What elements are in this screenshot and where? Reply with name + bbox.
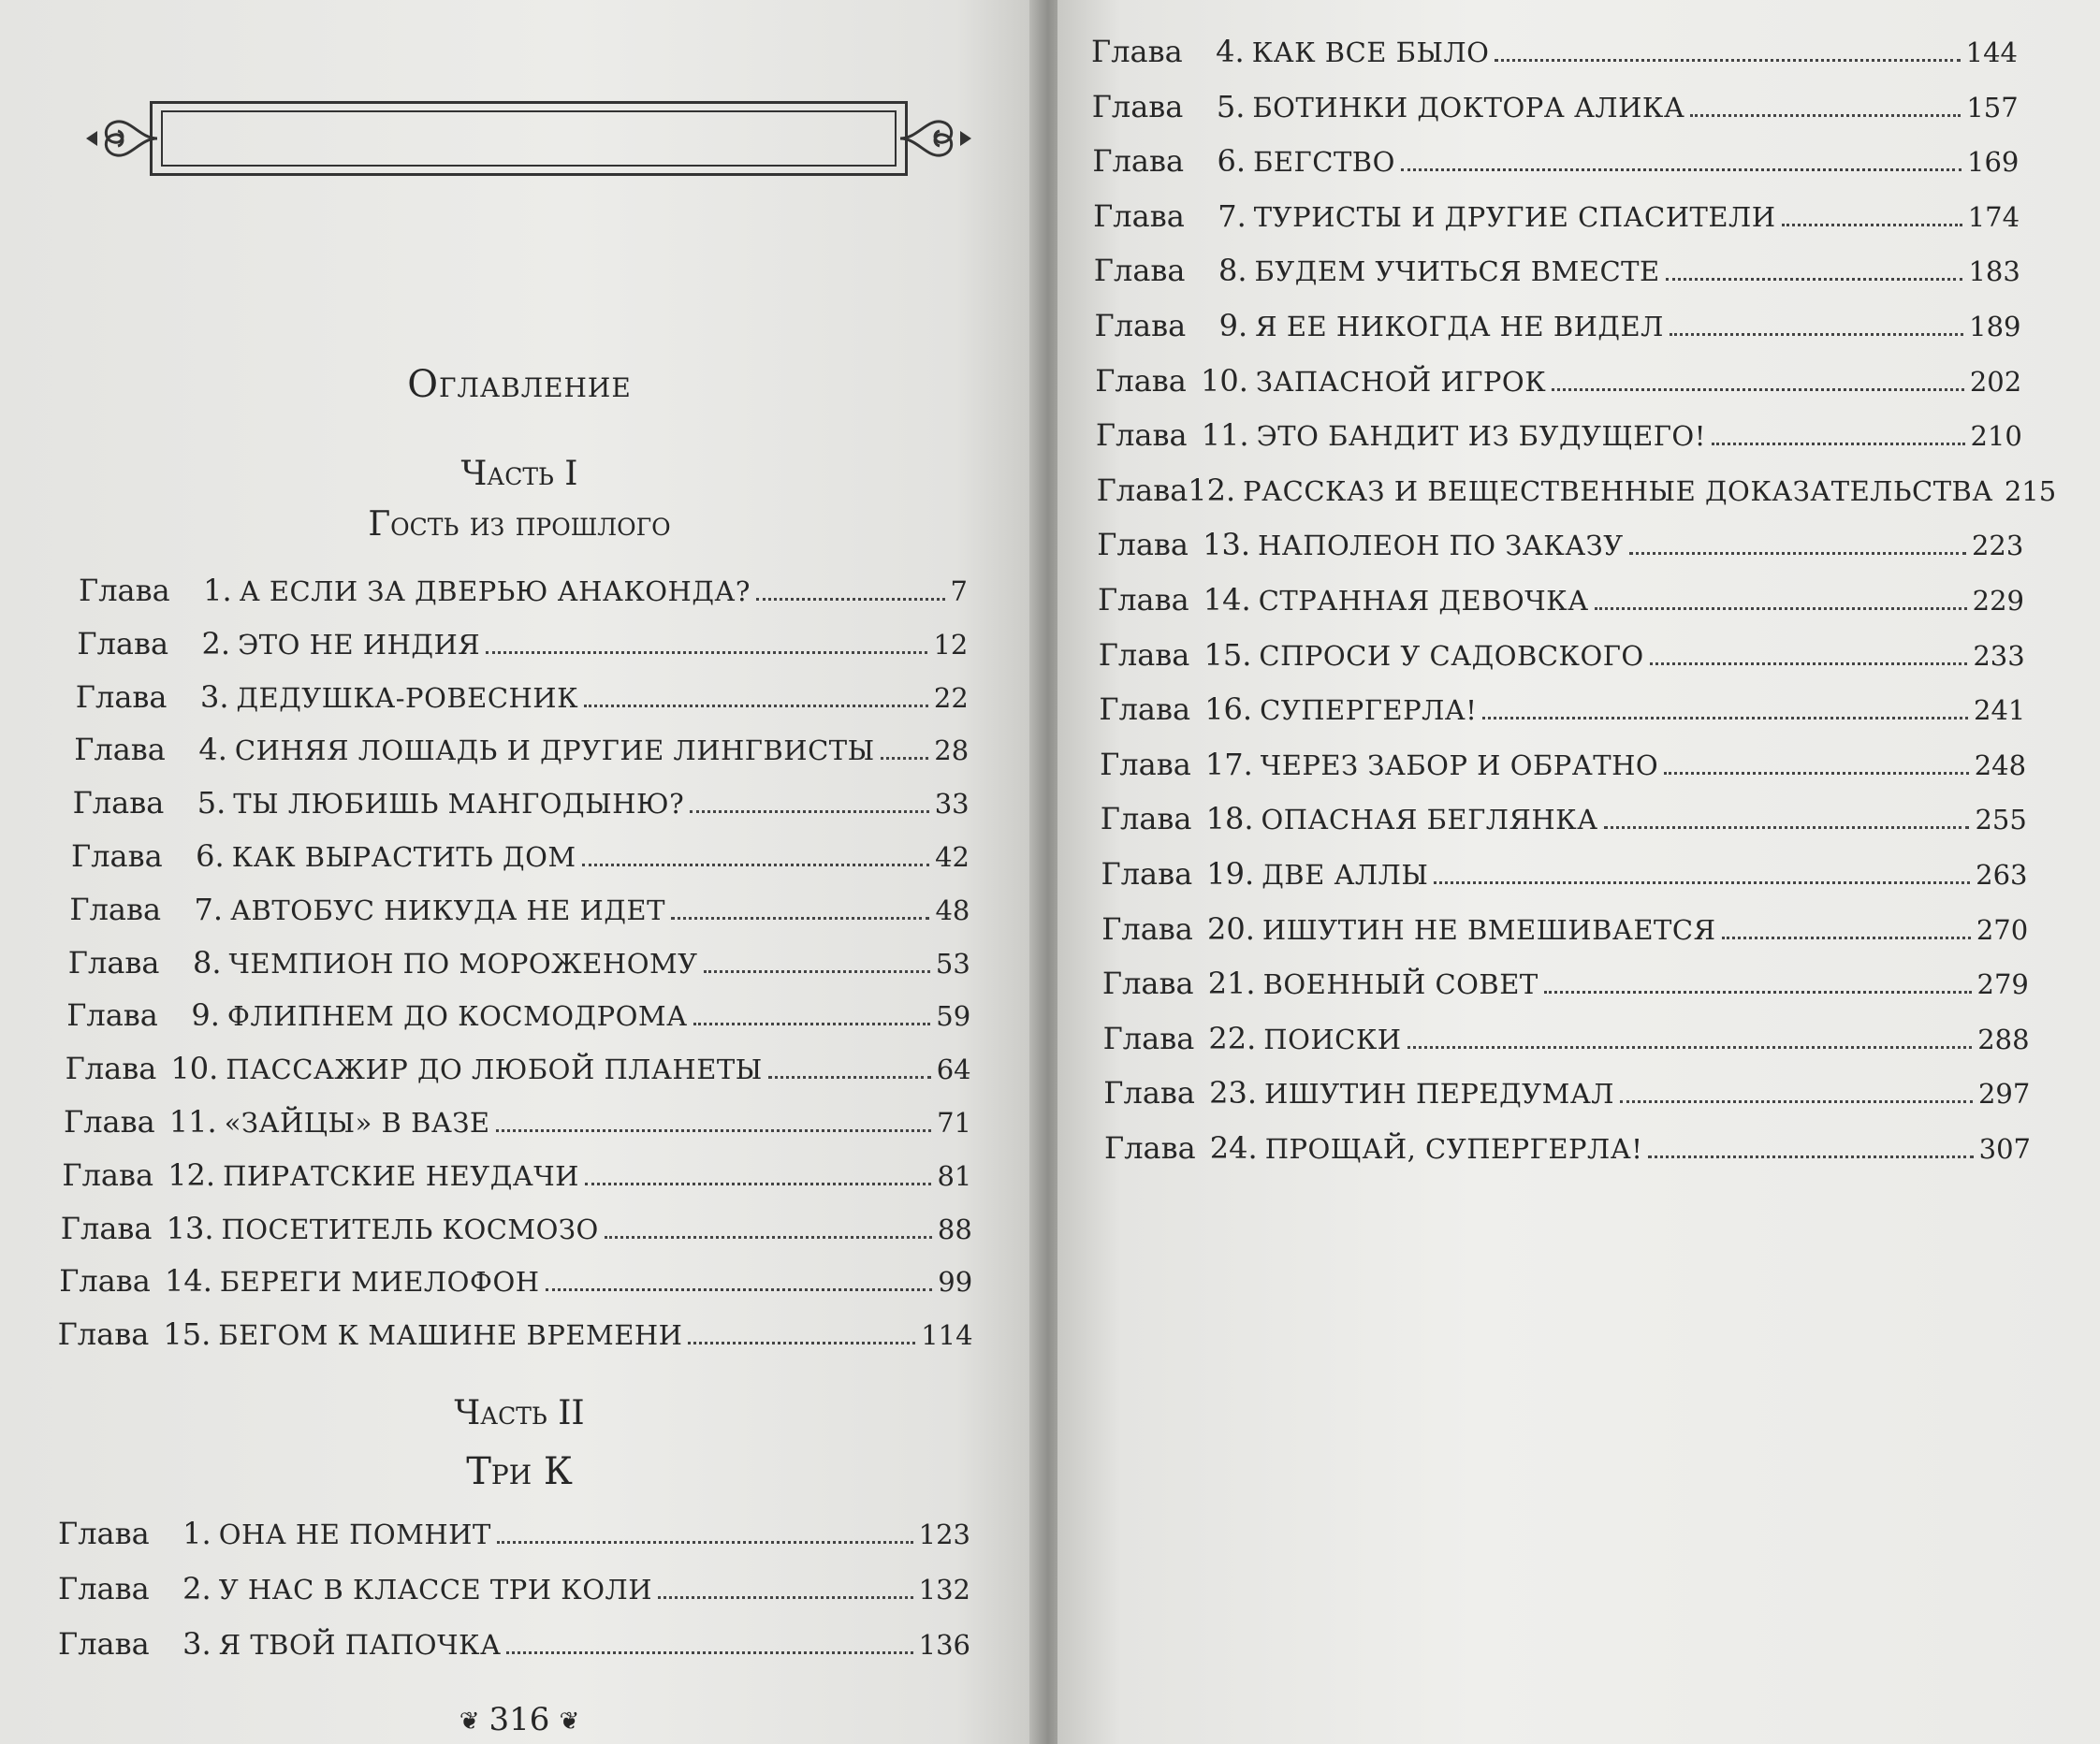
chapter-number: 14. [164,1263,212,1300]
chapter-title: СУПЕРГЕРЛА! [1260,694,1478,727]
page-number-footer [0,1701,1039,1738]
chapter-word: Глава [1092,143,1185,180]
chapter-page-number: 48 [935,894,970,926]
toc-entry [79,573,968,608]
chapter-number: 7. [1218,197,1247,234]
chapter-number: 20. [1206,910,1255,947]
chapter-word: Глава [1093,197,1185,234]
chapter-page-number: 132 [918,1574,970,1606]
chapter-word: Глава [66,997,158,1034]
chapter-number: 5. [197,785,226,821]
toc-title: Оглавление [407,363,632,406]
leader-dots [688,1336,915,1344]
toc-entry [58,1571,970,1606]
chapter-page-number: 64 [936,1054,971,1086]
leader-dots [585,1177,932,1185]
chapter-title: ФЛИПНЕМ ДО КОСМОДРОМА [226,1000,688,1033]
chapter-page-number: 270 [1976,913,2029,946]
toc-entry [64,1104,971,1140]
toc-entry [1098,582,2024,618]
chapter-page-number: 248 [1974,748,2027,781]
chapter-title: ПРОЩАЙ, СУПЕРГЕРЛА! [1264,1133,1643,1165]
toc-entry [1099,691,2025,727]
chapter-page-number: 279 [1976,968,2029,1001]
chapter-page-number: 189 [1969,311,2021,342]
chapter-number: 10. [170,1051,219,1087]
toc-entry [58,1626,970,1662]
leader-dots [881,751,929,760]
toc-entry [1099,637,2025,673]
toc-entry [1102,966,2029,1001]
chapter-title: ОНА НЕ ПОМНИТ [218,1519,491,1550]
leader-dots [582,858,930,866]
toc-entry [1092,89,2019,124]
chapter-number: 8. [192,944,222,981]
chapter-title: БЕРЕГИ МИЕЛОФОН [219,1266,540,1299]
chapter-number: 17. [1204,746,1253,782]
chapter-number: 23. [1209,1075,1257,1112]
leader-dots [690,805,929,813]
leader-dots [1434,876,1970,884]
chapter-page-number: 71 [937,1107,971,1139]
chapter-number: 3. [199,678,229,715]
chapter-page-number: 202 [1969,365,2022,398]
chapter-number: 22. [1208,1020,1257,1056]
leader-dots [1604,821,1970,829]
chapter-number: 5. [1216,88,1246,124]
chapter-title: «ЗАЙЦЫ» В ВАЗЕ [224,1107,490,1139]
chapter-page-number: 88 [937,1213,972,1245]
chapter-number: 1. [203,573,232,608]
chapter-number: 19. [1206,856,1255,892]
chapter-page-number: 42 [935,841,970,873]
chapter-word: Глава [75,678,168,715]
chapter-word: Глава [64,1104,155,1140]
chapter-title: СИНЯЯ ЛОШАДЬ И ДРУГИЕ ЛИНГВИСТЫ [234,734,875,767]
chapter-title: ЧЕМПИОН ПО МОРОЖЕНОМУ [228,947,698,980]
chapter-title: КАК ВЫРАСТИТЬ ДОМ [231,841,576,873]
toc-entry [1100,747,2026,782]
leader-dots [497,1535,913,1544]
leader-dots [704,965,930,973]
chapter-title: ОПАСНАЯ БЕГЛЯНКА [1261,804,1598,836]
chapter-number: 21. [1207,966,1256,1002]
chapter-word: Глава [72,785,165,821]
left-page [0,0,1039,1744]
ornament-frame-icon [84,101,973,185]
chapter-word: Глава [58,1571,150,1606]
chapter-title: КАК ВСЕ БЫЛО [1251,36,1490,68]
chapter-word: Глава [57,1316,150,1353]
chapter-title: СПРОСИ У САДОВСКОГО [1259,639,1644,672]
chapter-page-number: 215 [2004,474,2057,507]
chapter-title: РАССКАЗ И ВЕЩЕСТВЕННЫЕ ДОКАЗАТЕЛЬСТВА [1243,474,1993,507]
part2-label: Часть II [454,1394,585,1432]
chapter-title: ПОИСКИ [1263,1023,1402,1055]
chapter-title: БЕГОМ К МАШИНЕ ВРЕМЕНИ [218,1319,683,1352]
leader-dots [1712,437,1965,445]
chapter-page-number: 99 [938,1266,973,1299]
leader-dots [1407,1040,1973,1049]
chapter-number: 16. [1204,691,1253,728]
right-page [1057,0,2100,1744]
fleuron-icon: ❦ [459,1708,480,1736]
toc-entry [1103,1021,2030,1056]
chapter-title: ИШУТИН ПЕРЕДУМАЛ [1263,1078,1614,1111]
chapter-page-number: 157 [1966,91,2019,124]
toc-entry [1094,253,2020,288]
toc-entry [1091,34,2018,69]
toc-entry [73,785,970,821]
scroll-ornament-left-icon [84,101,159,176]
toc-entry [68,945,970,981]
toc-entry [69,892,970,927]
chapter-number: 14. [1203,582,1251,618]
chapter-word: Глава [1100,801,1192,837]
leader-dots [756,592,945,601]
chapter-title: ПАССАЖИР ДО ЛЮБОЙ ПЛАНЕТЫ [226,1054,763,1086]
chapter-title: БОТИНКИ ДОКТОРА АЛИКА [1252,91,1685,124]
toc-entry [58,1316,973,1352]
toc-entry [1093,198,2020,234]
chapter-number: 4. [1216,34,1245,69]
chapter-title: ДВЕ АЛЛЫ [1261,859,1429,891]
chapter-word: Глава [58,1516,150,1551]
chapter-number: 11. [1201,417,1249,454]
chapter-title: У НАС В КЛАССЕ ТРИ КОЛИ [218,1574,652,1606]
chapter-word: Глава [74,732,166,768]
chapter-number: 10. [1200,362,1248,399]
leader-dots [693,1017,931,1025]
toc-entry [61,1211,972,1246]
chapter-number: 9. [191,997,220,1034]
toc-entry [1097,527,2023,562]
chapter-title: ТУРИСТЫ И ДРУГИЕ СПАСИТЕЛИ [1253,200,1776,233]
chapter-title: ДЕДУШКА-РОВЕСНИК [236,681,579,714]
toc-entry [1101,801,2027,836]
chapter-page-number: 59 [936,1000,971,1033]
leader-dots [546,1283,933,1291]
chapter-title: ЭТО НЕ ИНДИЯ [238,628,481,661]
chapter-page-number: 169 [1967,146,2020,179]
scroll-ornament-right-icon [898,101,973,176]
chapter-word: Глава [71,838,163,874]
chapter-title: Я ЕЕ НИКОГДА НЕ ВИДЕЛ [1255,311,1664,342]
chapter-word: Глава [79,573,170,608]
toc-entry [1096,472,2057,508]
toc-entry [1103,1075,2030,1111]
chapter-number: 18. [1205,801,1254,837]
chapter-number: 9. [1218,308,1248,343]
chapter-word: Глава [1098,636,1190,673]
toc-entry [1096,417,2022,453]
toc-entry [66,997,970,1033]
leader-dots [1552,383,1964,391]
chapter-page-number: 288 [1977,1023,2030,1055]
toc-entry [71,838,970,874]
chapter-word: Глава [1102,1020,1195,1056]
toc-entry [76,679,969,715]
chapter-page-number: 210 [1970,420,2022,453]
chapter-word: Глава [67,944,160,981]
chapter-page-number: 307 [1978,1133,2031,1165]
chapter-page-number: 241 [1974,694,2026,727]
leader-dots [768,1070,931,1079]
toc-entry [58,1516,970,1551]
leader-dots [506,1646,912,1654]
chapter-page-number: 223 [1971,530,2024,562]
toc-entry [77,626,968,661]
chapter-page-number: 7 [950,575,968,607]
chapter-word: Глава [60,1210,153,1246]
chapter-word: Глава [77,625,169,661]
chapter-word: Глава [1098,582,1189,618]
leader-dots [496,1124,932,1132]
leader-dots [658,1591,913,1599]
chapter-word: Глава [1096,472,1189,508]
chapter-page-number: 114 [921,1319,973,1352]
toc-entry [1101,856,2028,892]
leader-dots [1401,163,1961,171]
chapter-number: 3. [182,1626,211,1662]
chapter-page-number: 255 [1975,804,2027,836]
chapter-word: Глава [1101,910,1193,947]
chapter-title: Я ТВОЙ ПАПОЧКА [218,1629,502,1661]
chapter-number: 4. [198,732,227,768]
chapter-word: Глава [1095,417,1188,454]
chapter-word: Глава [1101,966,1194,1002]
chapter-title: ЧЕРЕЗ ЗАБОР И ОБРАТНО [1260,748,1659,781]
part1-name: Гость из прошлого [368,505,671,544]
chapter-word: Глава [1095,362,1187,399]
toc-entry [1095,363,2021,399]
chapter-page-number: 297 [1977,1078,2031,1111]
chapter-page-number: 183 [1968,255,2020,288]
leader-dots [1544,985,1972,994]
chapter-number: 1. [182,1516,211,1551]
toc-entry [1092,143,2019,179]
leader-dots [1629,546,1966,555]
chapter-number: 13. [1203,527,1250,563]
chapter-word: Глава [1091,34,1183,69]
chapter-word: Глава [1093,253,1186,289]
chapter-word: Глава [1094,308,1187,343]
leader-dots [1782,218,1962,226]
part1-label: Часть I [460,455,578,493]
chapter-word: Глава [1100,746,1191,782]
chapter-page-number: 174 [1967,200,2020,233]
chapter-word: Глава [62,1156,154,1193]
toc-entry [1101,911,2028,947]
leader-dots [1690,109,1961,117]
chapter-word: Глава [1097,527,1189,563]
part2-name: Три К [466,1450,573,1493]
chapter-number: 6. [196,838,225,874]
chapter-title: НАПОЛЕОН ПО ЗАКАЗУ [1257,530,1624,562]
chapter-title: ТЫ ЛЮБИШЬ МАНГОДЫНЮ? [233,788,685,821]
chapter-page-number: 144 [1965,36,2018,68]
chapter-page-number: 136 [918,1629,970,1661]
chapter-page-number: 28 [934,734,970,767]
chapter-title: А ЕСЛИ ЗА ДВЕРЬЮ АНАКОНДА? [239,575,751,607]
chapter-word: Глава [1104,1130,1196,1166]
toc-entry [1095,308,2021,343]
leader-dots [1650,657,1968,665]
page-number: 316 [489,1701,550,1738]
leader-dots [584,699,928,707]
chapter-number: 13. [166,1210,214,1246]
toc-entry [62,1157,971,1193]
chapter-title: ПИРАТСКИЕ НЕУДАЧИ [223,1159,579,1192]
chapter-title: АВТОБУС НИКУДА НЕ ИДЕТ [230,894,665,926]
toc-entry [66,1051,971,1086]
chapter-title: СТРАННАЯ ДЕВОЧКА [1258,585,1589,617]
chapter-word: Глава [1091,88,1184,124]
chapter-number: 7. [194,891,224,927]
leader-dots [605,1230,932,1239]
chapter-number: 2. [201,625,231,661]
chapter-number: 15. [1203,636,1252,673]
toc-entry [1104,1130,2031,1166]
chapter-page-number: 81 [937,1159,972,1192]
leader-dots [1670,327,1963,336]
chapter-title: ЭТО БАНДИТ ИЗ БУДУЩЕГО! [1256,420,1706,453]
chapter-title: ВОЕННЫЙ СОВЕТ [1262,968,1539,1001]
chapter-word: Глава [1101,856,1193,892]
leader-dots [1495,53,1960,62]
chapter-word: Глава [1103,1075,1195,1112]
chapter-number: 24. [1209,1130,1258,1166]
chapter-page-number: 33 [934,788,970,821]
chapter-page-number: 229 [1972,585,2024,617]
chapter-word: Глава [1099,691,1191,728]
chapter-page-number: 233 [1973,639,2025,672]
fleuron-icon: ❦ [559,1708,580,1736]
toc-entry [74,732,969,767]
chapter-title: БУДЕМ УЧИТЬСЯ ВМЕСТЕ [1254,255,1660,288]
chapter-number: 12. [168,1156,216,1193]
chapter-number: 8. [1218,253,1247,289]
leader-dots [486,646,927,654]
leader-dots [1664,766,1969,775]
chapter-title: БЕГСТВО [1253,146,1395,179]
chapter-page-number: 22 [933,681,969,714]
chapter-number: 12. [1188,472,1236,508]
chapter-page-number: 123 [918,1519,970,1550]
chapter-number: 6. [1217,143,1247,180]
chapter-title: ЗАПАСНОЙ ИГРОК [1255,365,1547,398]
leader-dots [1620,1095,1973,1103]
chapter-number: 2. [182,1571,211,1606]
chapter-title: ПОСЕТИТЕЛЬ КОСМОЗО [221,1213,599,1245]
chapter-page-number: 53 [935,947,970,980]
toc-entry [59,1263,972,1299]
chapter-word: Глава [59,1263,151,1300]
chapter-word: Глава [58,1626,150,1662]
chapter-page-number: 12 [933,628,969,661]
chapter-page-number: 263 [1976,859,2028,891]
leader-dots [1648,1150,1973,1158]
leader-dots [1666,272,1963,281]
leader-dots [1482,711,1968,719]
chapter-word: Глава [69,891,162,927]
leader-dots [1722,931,1971,939]
leader-dots [1595,602,1967,610]
chapter-title: ИШУТИН НЕ ВМЕШИВАЕТСЯ [1261,913,1716,946]
leader-dots [671,911,930,920]
chapter-word: Глава [65,1051,157,1087]
chapter-number: 15. [163,1316,211,1353]
chapter-number: 11. [168,1104,217,1140]
